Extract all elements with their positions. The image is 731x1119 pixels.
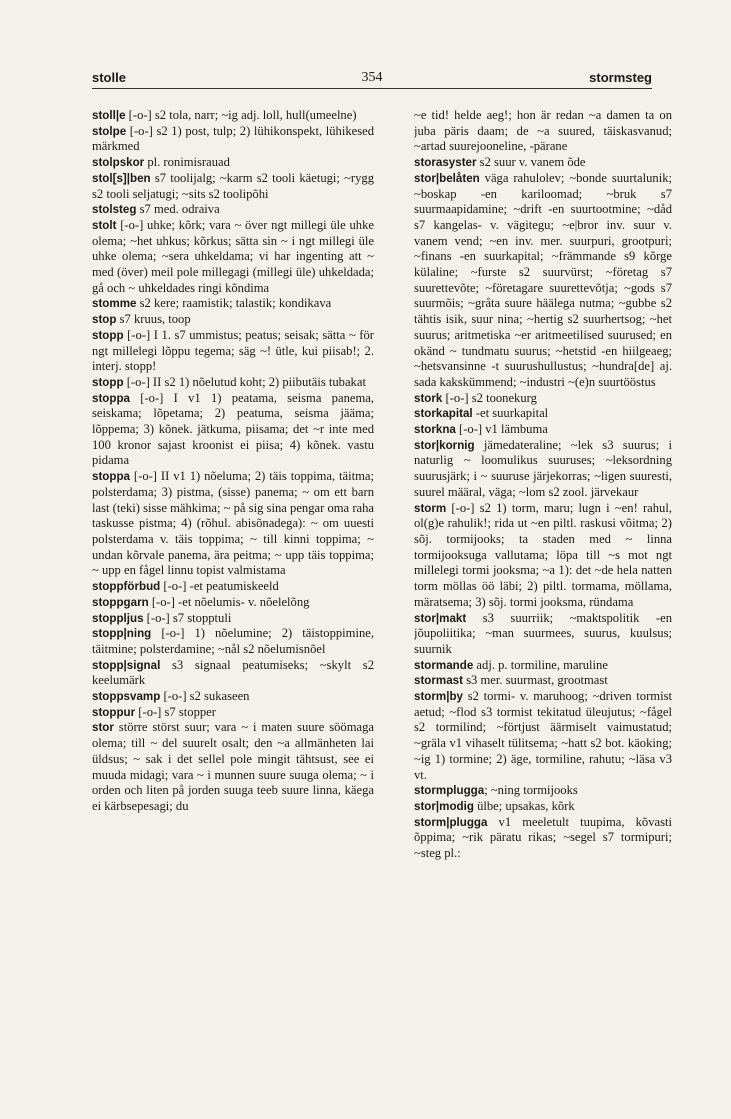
dictionary-entry <box>92 626 374 657</box>
dictionary-entry <box>414 171 672 391</box>
entry-definition: s2 tormi- v. maruhoog; ~driven tormist aetud; ~flod s3 tormist tekitatud üleujutus; ~fågel s2 tormilind; ~förtjust äärmiselt vaimustatud; ~gräla v1 vihaselt tülitsema; ~hatt s2 bot. käoking; ~ig 1) tormine; 2) äge, tormiline, rahutu; ~läsa v3 vt. <box>414 689 672 782</box>
entry-headword: stor <box>92 721 114 735</box>
entry-headword: stor|belåten <box>414 171 480 185</box>
dictionary-entry <box>414 673 672 689</box>
entry-headword: storasyster <box>414 156 477 170</box>
entry-definition: ülbe; upsakas, kõrk <box>473 798 575 813</box>
entry-headword: stor|kornig <box>414 438 475 452</box>
entry-headword: stormande <box>414 658 474 672</box>
entry-definition: adj. p. tormiline, maruline <box>473 657 608 672</box>
entry-headword: stoppgarn <box>92 595 149 609</box>
entry-headword: stormplugga <box>414 784 485 798</box>
dictionary-entry <box>414 391 672 407</box>
entry-definition: s2 kere; raamistik; talastik; kondikava <box>136 296 332 311</box>
entry-definition: ; ~ning tormijooks <box>484 783 578 798</box>
entry-headword: stoppa <box>92 470 131 484</box>
entry-headword: stolt <box>92 218 117 232</box>
entry-headword: stopp|signal <box>92 658 161 672</box>
entry-headword: stolsteg <box>92 203 137 217</box>
entry-definition: -et suurkapital <box>472 406 549 421</box>
entry-headword: stolpskor <box>92 156 145 170</box>
entry-definition: pl. ronimisrauad <box>144 155 230 170</box>
entry-headword: stol[s]|ben <box>92 171 151 185</box>
entry-definition: [-o-] uhke; kõrk; vara ~ över ngt millegi üle uhke olema; ~het uhkus; kõrkus; sätta sin ~ i ngt millegi üle uhke olema; ~sera uhkeldama; vi har ingenting att ~ med (över) meil pole millegagi (millegi üle) uhkeldada; gå och ~ uhkeldades ringi kõndima <box>92 217 374 295</box>
left-running-headword: stolle <box>92 70 126 85</box>
dictionary-entry <box>92 218 374 297</box>
entry-definition: [-o-] s2 tola, narr; ~ig adj. loll, hull(umeelne) <box>125 108 357 122</box>
dictionary-entry <box>92 202 374 218</box>
dictionary-entry <box>414 658 672 674</box>
entry-headword: stoppur <box>92 705 136 719</box>
entry-headword: stolpe <box>92 124 127 138</box>
entry-definition: s3 signaal peatumiseks; ~skylt s2 keelumärk <box>92 657 374 688</box>
dictionary-entry <box>92 720 374 814</box>
entry-headword: stopp|ning <box>92 627 152 641</box>
entry-definition: [-o-] 1) nõelumine; 2) täistoppimine, täitmine; polsterdamine; ~nål s2 nõelumisnõel <box>92 626 374 656</box>
entry-definition: [-o-] v1 lämbuma <box>455 422 548 437</box>
entry-headword: stormast <box>414 674 463 688</box>
dictionary-entry <box>92 469 374 579</box>
left-column <box>92 108 374 1098</box>
entry-definition: [-o-] s7 stopper <box>135 704 216 719</box>
dictionary-entry <box>92 375 374 391</box>
dictionary-entry <box>92 328 374 375</box>
dictionary-entry <box>414 815 672 862</box>
entry-headword: storm <box>414 501 447 515</box>
entry-headword: stoppljus <box>92 611 144 625</box>
entry-headword: stoppförbud <box>92 580 161 594</box>
dictionary-entry <box>414 689 672 783</box>
entry-definition: [-o-] s2 toonekurg <box>442 390 537 405</box>
entry-headword: stork <box>414 391 443 405</box>
entry-definition: [-o-] I v1 1) peatama, seisma panema, seiskama; lõpetama; 2) peatuma, seisma jääma; lõppema; 3) kõnek. jätkuma, piisama; det ~r inte med 100 kronor sajast kroonist ei piisa; 4) kõnek. vastu pidama <box>92 390 374 468</box>
entry-definition: [-o-] s2 1) torm, maru; lugn i ~en! rahul, ol(g)e rahulik!; rida ut ~en piltl. raskusi võitma; 2) sõj. tormijooks; ta staden med ~ linna tormijooksuga vallutama; löpa till ~s mot ngt millelegi tormi jooksma; ~a 1): det ~de hela natten torm möllas öö läbi; 2) piltl. tormama, möllama, märatsema; 3) sõj. tormi jooksma, ründama <box>414 500 672 609</box>
entry-definition: s7 toolijalg; ~karm s2 tooli käetugi; ~rygg s2 tooli seljatugi; ~sits s2 toolipõhi <box>92 170 374 201</box>
entry-headword: stoppa <box>92 391 131 405</box>
entry-definition: s7 med. odraiva <box>136 202 220 217</box>
entry-definition: s3 mer. suurmast, grootmast <box>462 673 608 688</box>
entry-definition: s3 suurriik; ~maktspolitik -en jõupoliitika; ~man suurmees, suurus, kuulsus; suurnik <box>414 610 672 656</box>
dictionary-entry <box>414 501 672 611</box>
dictionary-entry <box>92 689 374 705</box>
entry-headword: storm|plugga <box>414 815 488 829</box>
dictionary-entry <box>92 391 374 470</box>
entry-definition: [-o-] s2 1) post, tulp; 2) lühikonspekt, lühikesed märkmed <box>92 123 374 154</box>
entry-headword: stor|modig <box>414 799 474 813</box>
entry-headword: storm|by <box>414 690 463 704</box>
entry-headword: stoll|e <box>92 109 126 122</box>
page-header <box>92 66 652 89</box>
dictionary-entry <box>92 579 374 595</box>
right-column <box>414 108 672 1098</box>
dictionary-entry <box>92 108 374 124</box>
dictionary-entry <box>92 312 374 328</box>
dictionary-entry <box>414 799 672 815</box>
entry-definition: [-o-] s2 sukaseen <box>160 689 250 704</box>
entry-definition: väga rahulolev; ~bonde suurtalunik; ~boskap -en kariloomad; ~bruk s7 suurmaapidamine; ~drift -en suurtootmine; ~dåd s7 kangelas- v. vägitegu; ~e|bror inv. suur v. vanem vend; ~en inv. mer. suurpuri, grootpuri; ~finans -en suurkapital; ~främmande s9 kõrge külaline; ~furste s2 suurvürst; ~företag s7 suurettevõte; ~företagare suurettevõtja; ~gods s7 suurmõis; ~gråta suure häälega nutma; ~gubbe s2 tähtis isik, suur nina; ~hertig s2 suurhertsog; ~het suurus; aritmetiska ~er aritmeetilised suurused; en okänd ~ tundmatu suurus; ~hetstid -en hiilgeaeg; ~hetsvansinne -t suurushullustus; ~hundra[de] aj. sada kakskümmend; ~industri ~(e)n suurtööstus <box>414 170 672 389</box>
dictionary-entry <box>92 171 374 202</box>
dictionary-entry <box>414 783 672 799</box>
entry-headword: stopp <box>92 328 124 342</box>
entry-definition: [-o-] II v1 1) nõeluma; 2) täis toppima, täitma; polsterdama; 3) pistma, (sisse) panema; ~ om ett barn last (teki) sisse mähkima; ~ på sig sina pengar oma raha taskusse pistma; 4) (rõhul. abisõnadega): ~ om uuesti polsterdama v. täis toppima; ~ till kinni toppima; ~ undan kõrvale panema, ära peitma; ~ upp täis toppima; ~ upp en fågel linnu topist valmistama <box>92 469 374 578</box>
entry-definition: [-o-] I 1. s7 ummistus; peatus; seisak; sätta ~ för ngt millelegi lõppu tegema; säg ~! ütle, kui piisab!; 2. interj. stopp! <box>92 327 374 374</box>
entry-definition: s2 suur v. vanem õde <box>476 155 586 170</box>
dictionary-entry <box>414 438 672 501</box>
entry-definition: ~e tid! helde aeg!; hon är redan ~a damen ta on juba päris daam; de ~a suured, täiskasvanud; ~artad suurejooneline, -pärane <box>414 108 672 154</box>
entry-definition: [-o-] s7 stopptuli <box>143 610 232 625</box>
entry-headword: storkapital <box>414 407 473 421</box>
dictionary-entry <box>92 124 374 155</box>
entry-definition: [-o-] -et peatumiskeeld <box>160 579 279 594</box>
entry-headword: stoppsvamp <box>92 690 161 704</box>
dictionary-entry <box>414 108 672 155</box>
entry-definition: s7 kruus, toop <box>116 312 191 327</box>
entry-definition: v1 meeletult tuupima, kõvasti õppima; ~rik päratu rikas; ~segel s7 tormipuri; ~steg pl.: <box>414 814 672 861</box>
dictionary-entry <box>92 296 374 312</box>
dictionary-entry <box>92 705 374 721</box>
entry-definition: jämedateraline; ~lek s3 suurus; i naturlig ~ loomulikus suuruses; ~leksordning suurusjärk; i ~ suuruse järjekorras; ~ligen suuresti, suurel määral, väga; ~lom s2 zool. järvekaur <box>414 437 672 499</box>
dictionary-entry <box>92 155 374 171</box>
entry-headword: stop <box>92 313 117 327</box>
page-number: 354 <box>361 70 383 85</box>
right-running-headword: stormsteg <box>589 70 652 85</box>
entry-headword: stor|makt <box>414 611 467 625</box>
dictionary-entry <box>92 611 374 627</box>
dictionary-entry <box>414 155 672 171</box>
entry-headword: storkna <box>414 423 456 437</box>
dictionary-entry <box>414 611 672 658</box>
entry-definition: [-o-] II s2 1) nõelutud koht; 2) piibutäis tubakat <box>123 374 366 389</box>
entry-definition: större störst suur; vara ~ i maten suure söömaga olema; till ~ del suurelt osalt; den ~a allmänheten lai üldsus; ~ sak i det sellel pole mingit tähtsust, see ei muuda midagi; vara ~ i munnen suure suuga olema; ~ i orden och liten på jorden suuga teeb suure linna, käega ei kärbsepesagi; du <box>92 720 374 813</box>
dictionary-entry <box>414 406 672 422</box>
dictionary-entry <box>92 658 374 689</box>
dictionary-entry <box>414 422 672 438</box>
entry-definition: [-o-] -et nõelumis- v. nõelelõng <box>148 594 310 609</box>
dictionary-entry <box>92 595 374 611</box>
entry-headword: stomme <box>92 297 137 311</box>
entry-headword: stopp <box>92 375 124 389</box>
